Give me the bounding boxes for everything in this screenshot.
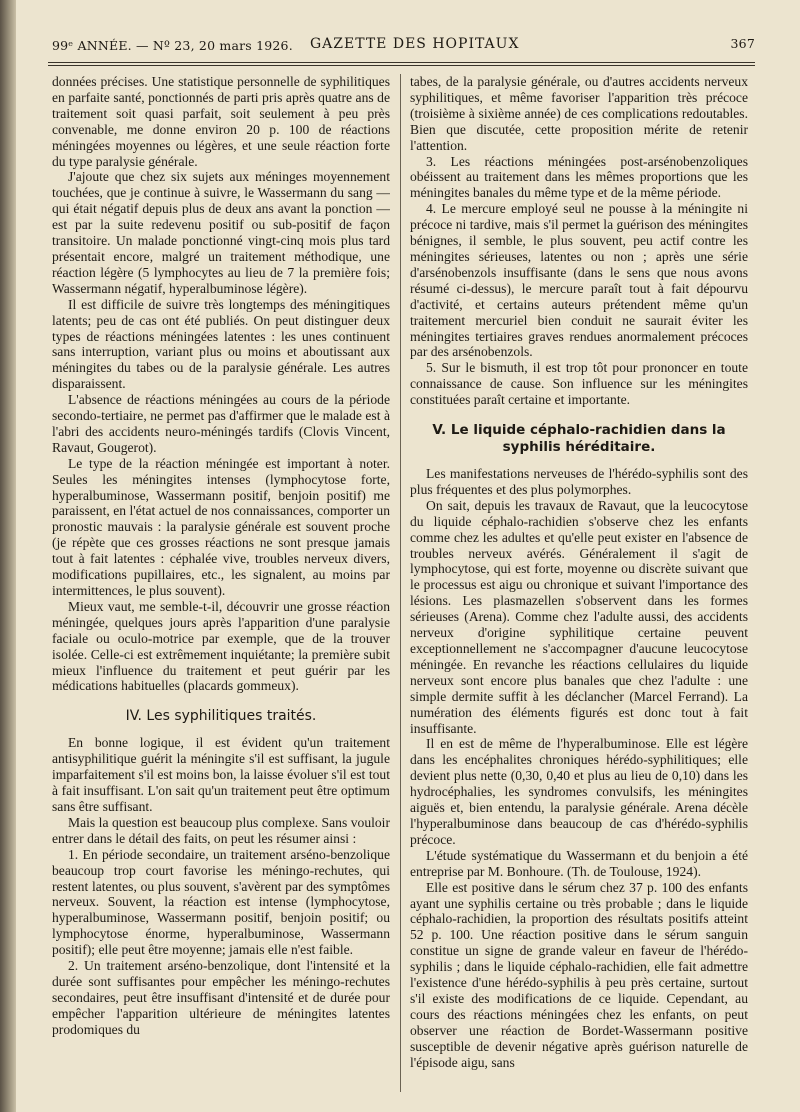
paragraph: 4. Le mercure employé seul ne pousse à la méningite ni précoce ni tardive, mais s'il permet la guérison des méningites bénignes, il semble, le plus souvent, peu actif contre les méningites sérieuses, latentes ou non ; après une série d'arsénobenzols insuffisante (dans le sens que nous avons résumé ci-dessus), le mercure paraît tout à fait dépourvu d'activité, et certains auteurs prétendent même qu'un traitement mercuriel bien conduit ne saurait éviter les méningites tertiaires graves rendues anormalement précoces par des arsénobenzols. <box>410 201 748 360</box>
binding-spine <box>0 0 16 1112</box>
paragraph: J'ajoute que chez six sujets aux méninges moyennement touchées, que je continue à suivre, le Wassermann du sang — qui était négatif depuis plus de deux ans avant la ponction — est par la suite redevenu positif ou sub-positif de façon transitoire. Un malade ponctionné vingt-cinq mois plus tard présentait encore, malgré un traitement méthodique, une réaction légère (5 lymphocytes au lieu de 7 la première fois; Wassermann négatif, hyperalbuminose légère). <box>52 169 390 296</box>
paragraph: 3. Les réactions méningées post-arsénobenzoliques obéissent au traitement dans les mêmes proportions que les méningites banales du même type et de la même période. <box>410 153 748 201</box>
paragraph: données précises. Une statistique personnelle de syphilitiques en parfaite santé, ponctionnés de parti pris après quatre ans de traitement soit quasi parfait, soit seulement à peu près convenable, me donne environ 20 p. 100 de réactions méningées moyennes ou légères, et une seule réaction forte du type paralysie générale. <box>52 74 390 169</box>
page-number: 367 <box>730 36 755 51</box>
paragraph: Les manifestations nerveuses de l'hérédo-syphilis sont des plus fréquentes et des plus polymorphes. <box>410 466 748 497</box>
paragraph: En bonne logique, il est évident qu'un traitement antisyphilitique guérit la méningite s'il est suffisant, la jugule imparfaitement s'il est moins bon, la laisse évoluer s'il est tout à fait insuffisant. L'on sait qu'un traitement peut être optimum sans être suffisant. <box>52 735 390 814</box>
paragraph: Mais la question est beaucoup plus complexe. Sans vouloir entrer dans le détail des faits, on peut les résumer ainsi : <box>52 814 390 846</box>
header-rule-double <box>48 65 755 66</box>
paragraph: Le type de la réaction méningée est important à noter. Seules les méningites intenses (lymphocytose forte, hyperalbuminose, Wassermann positif, benjoin positif) me paraissent, en l'état actuel de nos connaissances, comporter un pronostic mauvais : la paralysie générale est souvent proche (je répète que ces grosses réactions ne sont presque jamais tout à fait latentes : céphalée vive, troubles nerveux divers, modifications pupillaires, etc., les signalent, au moins par intermittences, le plus souvent). <box>52 455 390 598</box>
journal-title: GAZETTE DES HOPITAUX <box>310 36 520 52</box>
paragraph: 5. Sur le bismuth, il est trop tôt pour prononcer en toute connaissance de cause. Son influence sur les méningites constituées paraît certaine et importante. <box>410 360 748 408</box>
right-column <box>410 74 748 1070</box>
section-heading-iv: IV. Les syphilitiques traités. <box>125 708 317 725</box>
paragraph: tabes, de la paralysie générale, ou d'autres accidents nerveux syphilitiques, et même favoriser l'apparition très précoce (troisième à sixième année) de ces complications redoutables. Bien que discutée, cette proposition mérite de retenir l'attention. <box>410 74 748 153</box>
paragraph: Mieux vaut, me semble-t-il, découvrir une grosse réaction méningée, quelques jours après l'apparition d'une paralysie faciale ou oculo-motrice par exemple, que de la trouver isolée. Celle-ci est extrêmement inquiétante; la première subit mieux l'influence du traitement et peut guérir par les médications habituelles (placards gommeux). <box>52 598 390 694</box>
paragraph: L'absence de réactions méningées au cours de la période secondo-tertiaire, ne permet pas d'affirmer que le malade est à l'abri des accidents neuro-méningés tardifs (Clovis Vincent, Ravaut, Gougerot). <box>52 392 390 455</box>
paragraph: On sait, depuis les travaux de Ravaut, que la leucocytose du liquide céphalo-rachidien s'observe chez les enfants comme chez les adultes et qu'elle peut exister en l'absence de troubles nerveux avérés. Généralement il s'agit de lymphocytose, qui est forte, moyenne ou discrète suivant que le processus est aigu ou chronique et suivant l'importance des lésions. Les plasmazellen s'observent dans les formes sérieuses (Arena). Comme chez l'adulte aussi, des accidents nerveux d'origine syphilitique certaine peuvent exceptionnellement ne s'accompagner d'aucune leucocytose méningée. En revanche les réactions cellulaires du liquide nerveux sont encore plus banales que chez l'adulte : une simple dermite suffit à les déclancher (Marcel Ferrand). La numération des éléments figurés est donc tout à fait insuffisante. <box>410 497 748 736</box>
paragraph: Il est difficile de suivre très longtemps des méningitiques latents; peu de cas ont été publiés. On peut distinguer deux types de réactions méningées latentes : les unes continuent sans interruption, variant plus ou moins et aboutissant aux méningites du tabes ou de la paralysie générale. Les autres disparaissent. <box>52 296 390 392</box>
paragraph: 2. Un traitement arséno-benzolique, dont l'intensité et la durée sont suffisantes pour empêcher les méningo-rechutes secondaires, peut être insuffisant d'intensité et de durée pour empêcher l'apparition ultérieure de méningites latentes prodomiques du <box>52 958 390 1037</box>
paragraph: L'étude systématique du Wassermann et du benjoin a été entreprise par M. Bonhoure. (Th. de Toulouse, 1924). <box>410 847 748 879</box>
header-rule <box>48 62 755 63</box>
running-header <box>40 28 755 58</box>
column-divider <box>400 74 401 1092</box>
issue-info: 99ᵉ ANNÉE. — Nº 23, 20 mars 1926. <box>52 38 293 53</box>
paragraph: Il en est de même de l'hyperalbuminose. Elle est légère dans les encéphalites chroniques hérédo-syphilitiques; elle devient plus nette (0,30, 0,40 et plus au lieu de 0,10) dans les hydrocéphalies, les syndromes convulsifs, les méningites aiguës et, bien entendu, la paralysie générale. Arena décèle l'hyperalbuminose dans beaucoup de cas d'hérédo-syphilis précoce. <box>410 736 748 847</box>
journal-page <box>40 28 755 1098</box>
paragraph: Elle est positive dans le sérum chez 37 p. 100 des enfants ayant une syphilis certaine ou très probable ; dans le liquide céphalo-rachidien, la proportion des résultats positifs atteint 52 p. 100. Une réaction positive dans le sérum sanguin constitue un signe de grande valeur en faveur de l'hérédo-syphilis ; dans le liquide céphalo-rachidien, elle fait admettre l'existence d'une hérédo-syphilis à peu près certaine, surtout s'il existe des modifications de ce liquide. Cependant, au cours des réactions méningées chez les enfants, on peut observer une réaction de Bordet-Wassermann positive susceptible de devenir négative après guérison naturelle de l'épisode aigu, sans <box>410 879 748 1070</box>
left-column <box>52 74 390 1038</box>
text-columns <box>52 74 752 1098</box>
section-heading-v: V. Le liquide céphalo-rachidien dans la syphilis héréditaire. <box>432 422 726 456</box>
paragraph: 1. En période secondaire, un traitement arséno-benzolique beaucoup trop court favorise les méningo-rechutes, qui restent latentes, ou plus souvent, s'avèrent par des symptômes nerveux. Souvent, la réaction est intense (lymphocytose, hyperalbuminose, Wassermann positif, benjoin positif; ou lymphocytose énorme, hyperalbuminose, Wassermann positif); elle peut être moyenne; jamais elle n'est faible. <box>52 846 390 958</box>
